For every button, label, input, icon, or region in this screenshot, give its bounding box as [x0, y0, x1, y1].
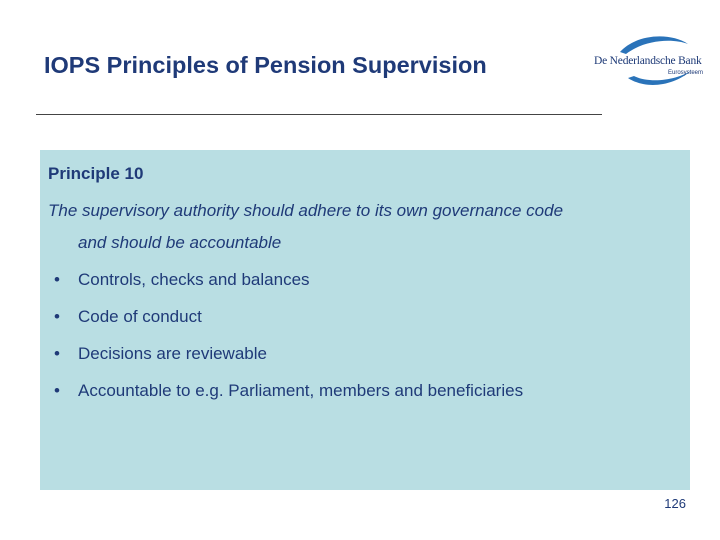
bullet-icon: •: [54, 344, 60, 363]
bullet-icon: •: [54, 381, 60, 400]
page-number: 126: [664, 496, 686, 511]
bullet-icon: •: [54, 307, 60, 326]
logo-subtitle: Eurosysteem: [668, 70, 704, 76]
bullet-icon: •: [54, 270, 60, 289]
bullet-text: Controls, checks and balances: [78, 270, 310, 289]
principle-panel: [40, 150, 690, 490]
bullet-text: Accountable to e.g. Parliament, members and beneficiaries: [78, 381, 524, 400]
bullet-text: Code of conduct: [78, 307, 202, 326]
principle-statement-line-2: and should be accountable: [78, 233, 282, 252]
principle-heading: Principle 10: [48, 164, 144, 183]
bullet-text: Decisions are reviewable: [78, 344, 267, 363]
logo-name: De Nederlandsche Bank: [594, 55, 702, 67]
slide-title: IOPS Principles of Pension Supervision: [44, 52, 487, 78]
principle-statement-line-1: The supervisory authority should adhere to its own governance code: [48, 201, 564, 220]
dnb-logo: [588, 30, 712, 92]
title-divider: [36, 114, 602, 115]
